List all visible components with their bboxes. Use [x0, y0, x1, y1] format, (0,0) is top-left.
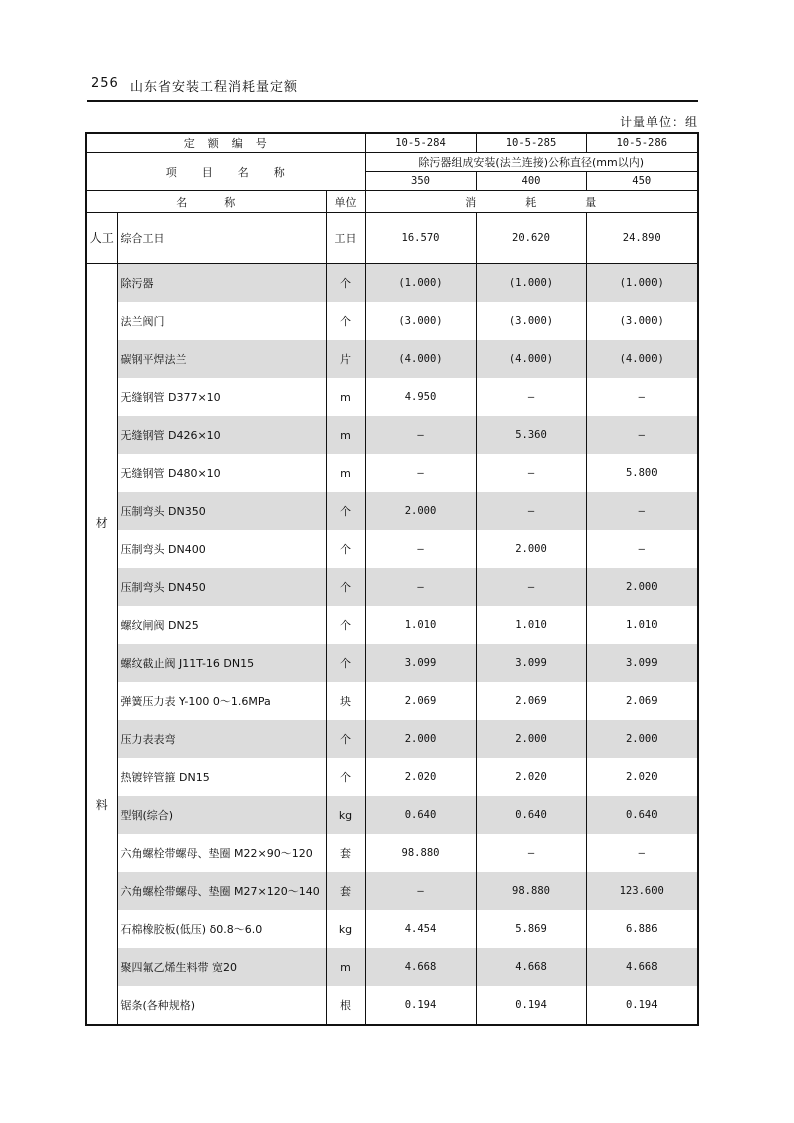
material-row [86, 986, 698, 1025]
quota-table [85, 132, 699, 1026]
material-value: 4.668 [586, 948, 698, 986]
material-name: 热镀锌管箍 DN15 [117, 758, 326, 796]
material-value: — [586, 834, 698, 872]
material-value: 123.600 [586, 872, 698, 910]
material-value: — [476, 454, 586, 492]
material-unit: 个 [326, 644, 365, 682]
material-unit: m [326, 378, 365, 416]
material-value: 0.194 [365, 986, 476, 1025]
material-row [86, 568, 698, 606]
material-name: 碳钢平焊法兰 [117, 340, 326, 378]
code-row [86, 133, 698, 153]
material-value: 4.950 [365, 378, 476, 416]
material-value: (3.000) [476, 302, 586, 340]
labor-value: 16.570 [365, 213, 476, 264]
material-name: 压制弯头 DN350 [117, 492, 326, 530]
material-unit: kg [326, 796, 365, 834]
material-value: — [365, 454, 476, 492]
material-row [86, 758, 698, 796]
material-value: 0.194 [586, 986, 698, 1025]
code-cell: 10-5-284 [365, 133, 476, 153]
material-value: 0.640 [476, 796, 586, 834]
material-name: 六角螺栓带螺母、垫圈 M22×90～120 [117, 834, 326, 872]
material-unit: m [326, 416, 365, 454]
material-row [86, 872, 698, 910]
material-unit: m [326, 454, 365, 492]
diameter-cell: 450 [586, 172, 698, 191]
diameter-cell: 350 [365, 172, 476, 191]
material-value: 3.099 [365, 644, 476, 682]
material-row [86, 682, 698, 720]
material-name: 除污器 [117, 264, 326, 303]
material-value: 2.000 [586, 568, 698, 606]
unit-note: 计量单位：组 [619, 115, 698, 129]
material-unit: 套 [326, 872, 365, 910]
material-row [86, 720, 698, 758]
material-unit: m [326, 948, 365, 986]
material-value: — [476, 568, 586, 606]
material-row [86, 530, 698, 568]
material-value: — [476, 378, 586, 416]
material-name: 无缝钢管 D426×10 [117, 416, 326, 454]
material-value: — [365, 872, 476, 910]
material-name: 弹簧压力表 Y-100 0～1.6MPa [117, 682, 326, 720]
material-unit: 个 [326, 720, 365, 758]
material-unit: 套 [326, 834, 365, 872]
material-row [86, 644, 698, 682]
material-value: 2.069 [476, 682, 586, 720]
material-row [86, 340, 698, 378]
material-value: 5.360 [476, 416, 586, 454]
material-unit: 根 [326, 986, 365, 1025]
material-value: 2.069 [365, 682, 476, 720]
item-label: 项 目 名 称 [86, 153, 365, 191]
material-row [86, 948, 698, 986]
material-group-char-bottom: 料 [95, 798, 108, 812]
material-unit: 个 [326, 568, 365, 606]
material-value: 2.000 [365, 720, 476, 758]
material-unit: 个 [326, 530, 365, 568]
material-value: 4.668 [476, 948, 586, 986]
material-value: (1.000) [476, 264, 586, 303]
material-value: 2.020 [365, 758, 476, 796]
material-name: 无缝钢管 D377×10 [117, 378, 326, 416]
page-title: 山东省安装工程消耗量定额 [130, 80, 299, 95]
labor-row [86, 213, 698, 264]
material-value: — [586, 416, 698, 454]
material-value: (1.000) [586, 264, 698, 303]
material-value: 0.194 [476, 986, 586, 1025]
material-value: 2.000 [365, 492, 476, 530]
material-value: (4.000) [365, 340, 476, 378]
material-value: — [365, 416, 476, 454]
material-value: (3.000) [586, 302, 698, 340]
material-unit: 个 [326, 492, 365, 530]
material-name: 压制弯头 DN400 [117, 530, 326, 568]
diameter-cell: 400 [476, 172, 586, 191]
material-value: — [476, 834, 586, 872]
material-name: 压力表表弯 [117, 720, 326, 758]
material-value: — [586, 492, 698, 530]
code-label: 定 额 编 号 [86, 133, 365, 153]
material-name: 聚四氟乙烯生料带 宽20 [117, 948, 326, 986]
material-group-label [86, 264, 117, 1026]
material-value: 1.010 [365, 606, 476, 644]
material-row [86, 910, 698, 948]
material-value: — [476, 492, 586, 530]
code-cell: 10-5-286 [586, 133, 698, 153]
material-unit: 片 [326, 340, 365, 378]
material-name: 锯条(各种规格) [117, 986, 326, 1025]
page-number: 256 [91, 76, 119, 91]
material-row [86, 454, 698, 492]
material-value: 0.640 [365, 796, 476, 834]
material-value: 1.010 [586, 606, 698, 644]
material-value: (3.000) [365, 302, 476, 340]
item-desc: 除污器组成安装(法兰连接)公称直径(mm以内) [365, 153, 698, 172]
material-unit: kg [326, 910, 365, 948]
material-value: 98.880 [365, 834, 476, 872]
material-value: 2.069 [586, 682, 698, 720]
material-value: — [365, 530, 476, 568]
material-row [86, 834, 698, 872]
material-name: 无缝钢管 D480×10 [117, 454, 326, 492]
material-name: 六角螺栓带螺母、垫圈 M27×120～140 [117, 872, 326, 910]
material-row [86, 492, 698, 530]
material-value: 6.886 [586, 910, 698, 948]
material-unit: 个 [326, 302, 365, 340]
material-row [86, 302, 698, 340]
material-value: 2.000 [476, 530, 586, 568]
code-cell: 10-5-285 [476, 133, 586, 153]
material-unit: 个 [326, 758, 365, 796]
material-row [86, 416, 698, 454]
material-value: 3.099 [586, 644, 698, 682]
material-name: 型钢(综合) [117, 796, 326, 834]
page-header [87, 72, 698, 102]
material-value: — [586, 378, 698, 416]
material-value: — [365, 568, 476, 606]
material-value: 98.880 [476, 872, 586, 910]
labor-name: 综合工日 [117, 213, 326, 264]
material-value: (1.000) [365, 264, 476, 303]
labor-unit: 工日 [326, 213, 365, 264]
material-row [86, 264, 698, 303]
material-value: 5.800 [586, 454, 698, 492]
material-name: 压制弯头 DN450 [117, 568, 326, 606]
material-name: 螺纹闸阀 DN25 [117, 606, 326, 644]
column-header-row [86, 191, 698, 213]
material-value: — [586, 530, 698, 568]
material-value: (4.000) [476, 340, 586, 378]
item-desc-row [86, 153, 698, 172]
material-value: 0.640 [586, 796, 698, 834]
col-consume-header: 消 耗 量 [365, 191, 698, 213]
material-name: 法兰阀门 [117, 302, 326, 340]
material-row [86, 378, 698, 416]
material-unit: 个 [326, 264, 365, 303]
labor-group-label: 人工 [86, 213, 117, 264]
material-value: 2.000 [476, 720, 586, 758]
material-value: 2.020 [476, 758, 586, 796]
material-row [86, 796, 698, 834]
col-name-header: 名 称 [86, 191, 326, 213]
material-group-char-top: 材 [95, 516, 108, 530]
material-value: 2.020 [586, 758, 698, 796]
material-value: 4.454 [365, 910, 476, 948]
material-value: 3.099 [476, 644, 586, 682]
material-name: 石棉橡胶板(低压) δ0.8～6.0 [117, 910, 326, 948]
material-name: 螺纹截止阀 J11T-16 DN15 [117, 644, 326, 682]
material-unit: 个 [326, 606, 365, 644]
labor-value: 24.890 [586, 213, 698, 264]
col-unit-header: 单位 [326, 191, 365, 213]
material-row [86, 606, 698, 644]
labor-value: 20.620 [476, 213, 586, 264]
material-value: 5.869 [476, 910, 586, 948]
material-unit: 块 [326, 682, 365, 720]
material-value: 4.668 [365, 948, 476, 986]
material-value: 1.010 [476, 606, 586, 644]
material-value: 2.000 [586, 720, 698, 758]
material-value: (4.000) [586, 340, 698, 378]
